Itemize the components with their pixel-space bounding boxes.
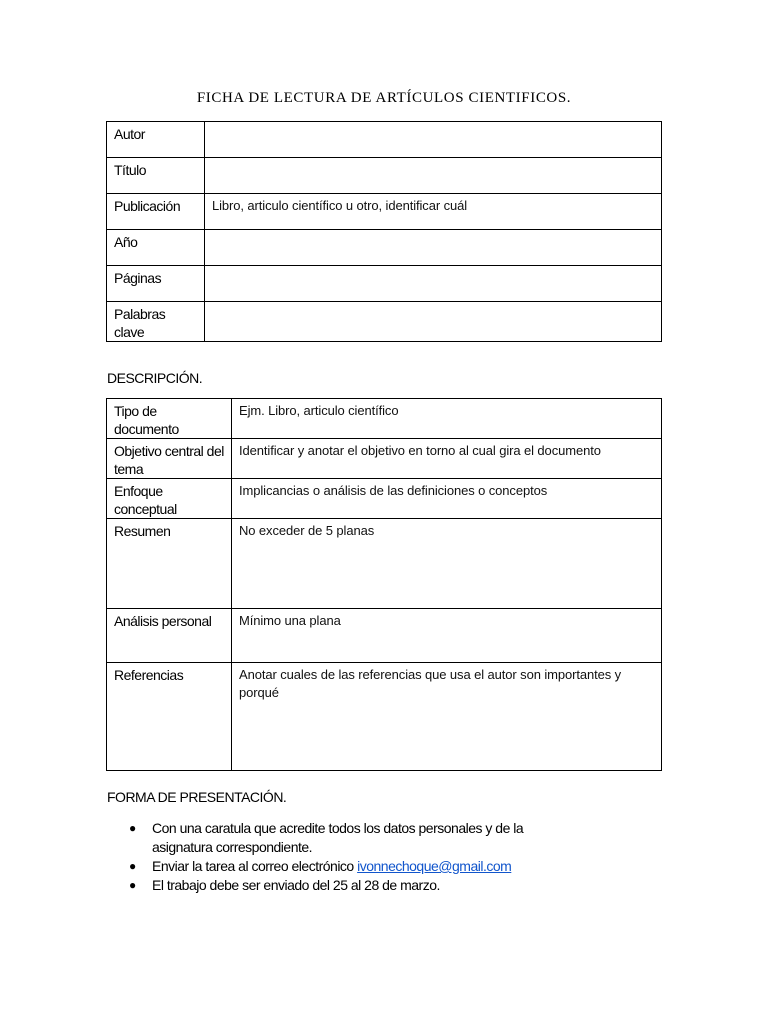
presentation-list	[112, 819, 582, 895]
table-row	[107, 663, 662, 771]
table-row	[107, 158, 662, 194]
info-table	[106, 121, 662, 342]
anio-value	[205, 230, 662, 266]
bullet-text: Con una caratula que acredite todos los datos personales y de la asignatura correspondiente.	[152, 820, 524, 855]
autor-value	[205, 122, 662, 158]
table-row	[107, 479, 662, 519]
bullet-icon: ●	[129, 878, 136, 892]
page-title: FICHA DE LECTURA DE ARTÍCULOS CIENTIFICOS.	[196, 90, 572, 106]
paginas-label: Páginas	[107, 266, 205, 302]
tipo-documento-label: Tipo de documento	[107, 399, 232, 439]
presentation-heading: FORMA DE PRESENTACIÓN.	[107, 789, 287, 805]
table-row	[107, 519, 662, 609]
description-table	[106, 398, 662, 771]
objetivo-central-label: Objetivo central del tema	[107, 439, 232, 479]
publicacion-value: Libro, articulo científico u otro, identificar cuál	[205, 194, 662, 230]
autor-label: Autor	[107, 122, 205, 158]
table-row	[107, 302, 662, 342]
enfoque-conceptual-value: Implicancias o análisis de las definiciones o conceptos	[232, 479, 662, 519]
resumen-label: Resumen	[107, 519, 232, 609]
list-item	[112, 876, 582, 895]
objetivo-central-value: Identificar y anotar el objetivo en torno al cual gira el documento	[232, 439, 662, 479]
table-row	[107, 122, 662, 158]
bullet-text: Enviar la tarea al correo electrónico	[152, 858, 358, 874]
titulo-value	[205, 158, 662, 194]
resumen-value: No exceder de 5 planas	[232, 519, 662, 609]
analisis-personal-label: Análisis personal	[107, 609, 232, 663]
table-row	[107, 609, 662, 663]
bullet-icon: ●	[129, 821, 136, 835]
paginas-value	[205, 266, 662, 302]
table-row	[107, 194, 662, 230]
enfoque-conceptual-label: Enfoque conceptual	[107, 479, 232, 519]
bullet-icon: ●	[129, 859, 136, 873]
table-row	[107, 266, 662, 302]
publicacion-label: Publicación	[107, 194, 205, 230]
palabras-clave-value	[205, 302, 662, 342]
referencias-label: Referencias	[107, 663, 232, 771]
description-heading: DESCRIPCIÓN.	[107, 370, 203, 386]
analisis-personal-value: Mínimo una plana	[232, 609, 662, 663]
referencias-value: Anotar cuales de las referencias que usa el autor son importantes y porqué	[232, 663, 662, 771]
table-row	[107, 230, 662, 266]
palabras-clave-label: Palabras clave	[107, 302, 205, 342]
anio-label: Año	[107, 230, 205, 266]
list-item	[112, 819, 582, 857]
bullet-text: El trabajo debe ser enviado del 25 al 28 de marzo.	[152, 877, 440, 893]
table-row	[107, 399, 662, 439]
tipo-documento-value: Ejm. Libro, articulo científico	[232, 399, 662, 439]
list-item	[112, 857, 582, 876]
table-row	[107, 439, 662, 479]
titulo-label: Título	[107, 158, 205, 194]
email-link[interactable]: ivonnechoque@gmail.com	[357, 858, 512, 874]
